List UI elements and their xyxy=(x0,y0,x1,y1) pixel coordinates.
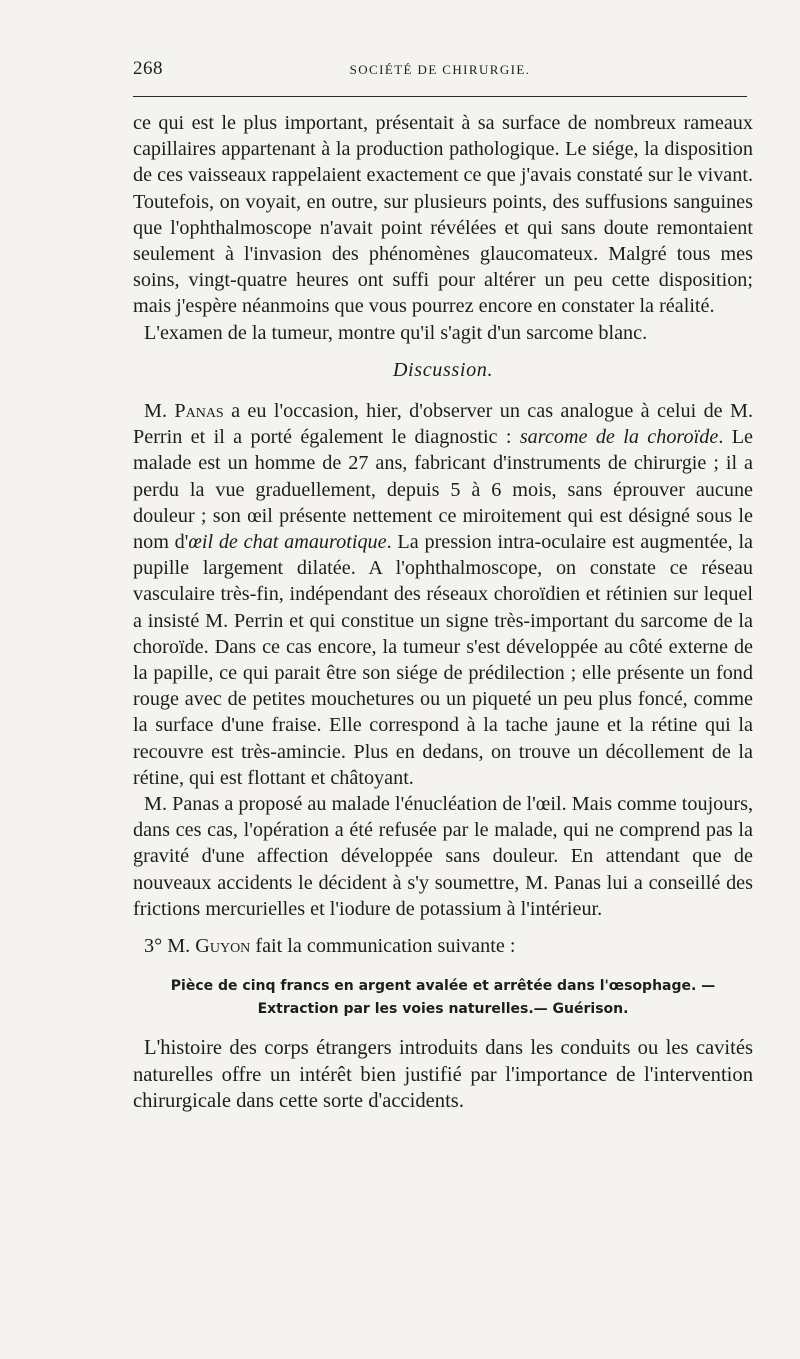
text-segment: a eu l'occasion, hier, d'observer un cas analogue à celui de M. Perrin et il a porté également le diagnostic : xyxy=(133,400,753,449)
paragraph-panas-case xyxy=(133,398,753,791)
paragraph-foreign-bodies: L'histoire des corps étrangers introduits dans les conduits ou les cavités naturelles offre un intérêt bien justifié par l'importance de l'intervention chirurgicale dans cette sorte d'accidents. xyxy=(133,1037,753,1113)
text-segment: fait la communication suivante : xyxy=(250,935,516,958)
page-body xyxy=(133,110,753,1115)
article-title-line-1: Pièce de cinq francs en argent avalée et arrêtée dans l'œsophage. — xyxy=(170,978,716,995)
paragraph-pathology-findings: ce qui est le plus important, présentait à sa surface de nombreux rameaux capillaires appartenant à la production pathologique. Le siége, la disposition de ces vaisseaux rappelaient exactement ce que j'avais constaté sur le vivant. Toutefois, on voyait, en outre, sur plusieurs points, des suffusions sanguines que l'ophthalmoscope n'avait point révélées et qui sans doute remontaient seulement à l'invasion des phénomènes glaucomateux. Malgré tous mes soins, vingt-quatre heures ont suffi pour altérer un peu cette disposition; mais j'espère néanmoins que vous pourrez encore en constater la réalité. xyxy=(133,112,753,318)
article-title-line-2: Extraction par les voies naturelles.— Guérison. xyxy=(257,1001,629,1018)
text-segment: M. xyxy=(144,400,175,423)
header-rule xyxy=(133,96,747,97)
paragraph-guyon-intro xyxy=(133,933,753,959)
article-title xyxy=(133,975,753,1021)
author-name-panas: Panas xyxy=(174,400,224,423)
section-heading-discussion: Discussion. xyxy=(392,358,494,381)
diagnosis-term: sarcome de la choroïde xyxy=(519,426,719,449)
page-header xyxy=(133,58,747,88)
running-title: SOCIÉTÉ DE CHIRURGIE. xyxy=(349,62,531,77)
diagnosis-term: œil de chat amaurotique xyxy=(188,531,387,554)
paragraph-tumor-exam: L'examen de la tumeur, montre qu'il s'agit d'un sarcome blanc. xyxy=(144,321,648,344)
page-number: 268 xyxy=(133,58,163,79)
text-segment: . La pression intra-oculaire est augmentée, la pupille largement dilatée. A l'ophthalmoscope, on constate ce réseau vasculaire très-fin, indépendant des réseaux choroïdien et rétinien sur lequel a insisté M. Perrin et qui constitue un signe très-important du sarcome de la choroïde. Dans ce cas encore, la tumeur s'est développée au côté externe de la papille, ce qui parait être son siége de prédilection ; elle présente un fond rouge avec de petites mouchetures ou un piqueté un peu plus foncé, comme la surface d'une fraise. Elle correspond à la tache jaune et la rétine qui la recouvre est très-amincie. Plus en dedans, on trouve un décollement de la rétine, qui est flottant et châtoyant. xyxy=(133,531,754,789)
paragraph-enucleation: M. Panas a proposé au malade l'énucléation de l'œil. Mais comme toujours, dans ces cas, l'opération a été refusée par le malade, qui ne comprend pas la gravité d'une affection développée sans douleur. En attendant que de nouveaux accidents le décident à s'y soumettre, M. Panas lui a conseillé des frictions mercurielles et l'iodure de potassium à l'intérieur. xyxy=(133,793,753,920)
text-segment: 3° M. xyxy=(144,935,196,958)
author-name-guyon: Guyon xyxy=(195,935,251,958)
text-segment: . Le malade est un homme de 27 ans, fabricant d'instruments de chirurgie ; il a perdu la vue graduellement, depuis 5 à 6 mois, sans éprouver aucune douleur ; son œil présente nettement ce miroitement qui est désigné sous le nom d' xyxy=(133,426,754,554)
